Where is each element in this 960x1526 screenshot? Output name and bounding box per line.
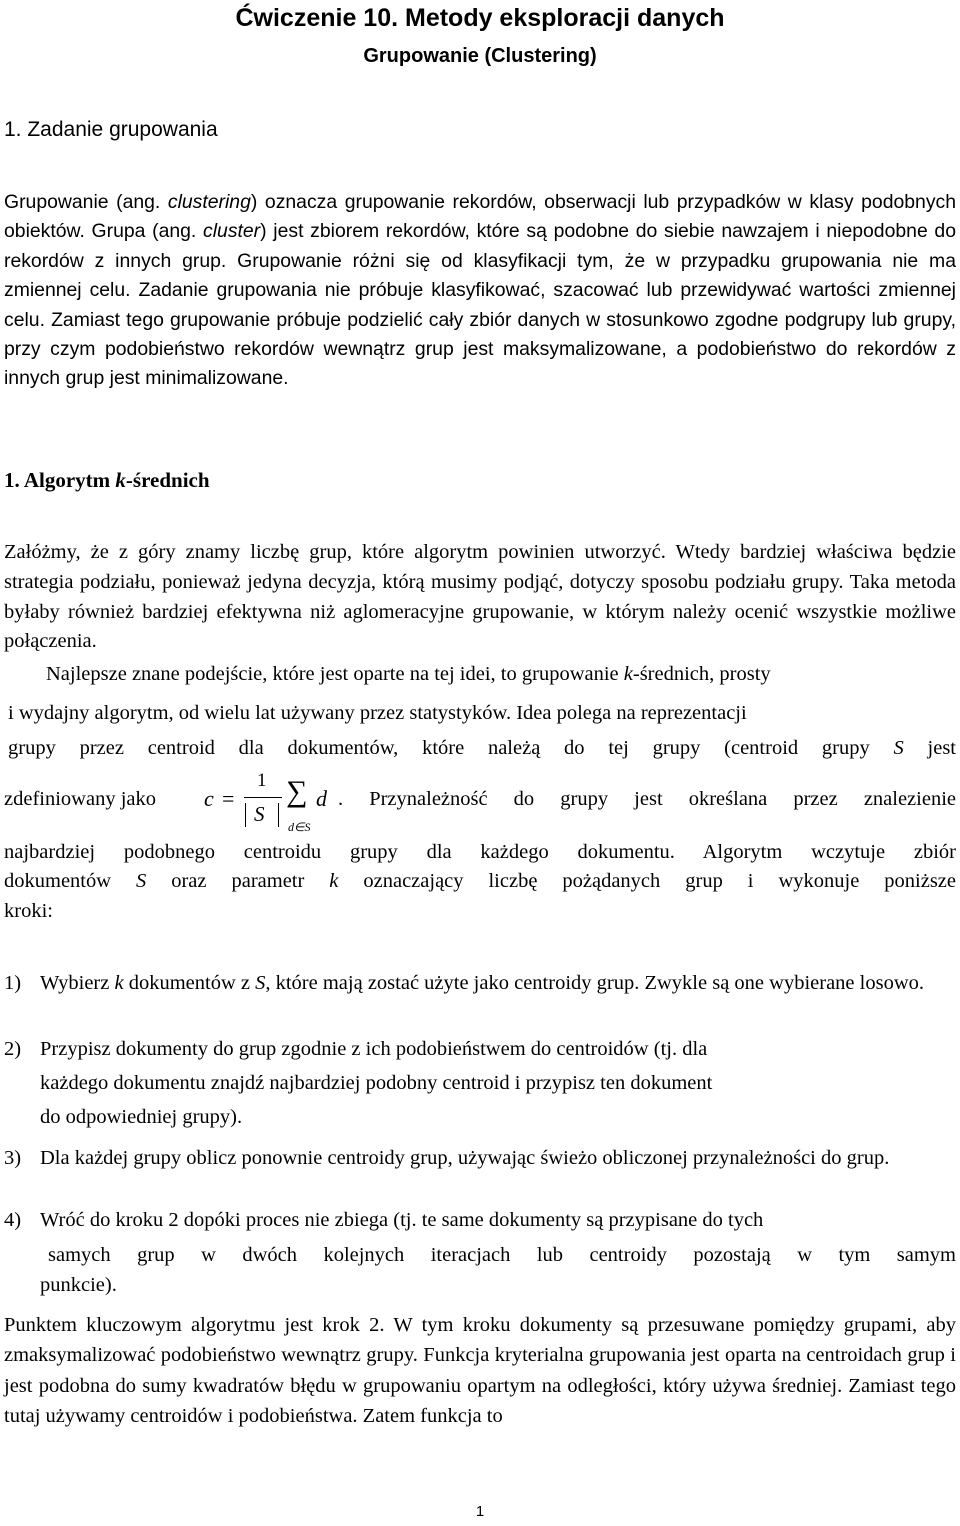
step-text: Dla każdej grupy oblicz ponownie centroidy grup, używając świeżo obliczonej przynależności do grup. <box>40 1147 890 1169</box>
step-2-line-3: do odpowiedniej grupy). <box>40 1106 243 1128</box>
sum-sigma: ∑ <box>286 775 308 808</box>
text-run: dokumentów z <box>123 972 256 994</box>
kmeans-line-4-end: . Przynależność do grupy jest określana przez znalezienie <box>338 788 956 810</box>
italic-term-clustering: clustering <box>167 191 251 213</box>
step-4-line-1: Wróć do kroku 2 dopóki proces nie zbiega (tj. te same dokumenty są przypisane do tych <box>40 1209 764 1231</box>
abs-bar-left <box>245 803 246 827</box>
text-run: grupy przez centroid dla dokumentów, które należą do tej grupy (centroid grupy <box>8 737 894 759</box>
text-run: , które mają zostać użyte jako centroidy grup. Zwykle są one wybierane losowo. <box>265 972 924 994</box>
text-run: ) oznacza grupowanie rekordów, obserwacji lub przypadków w klasy podobnych obiektów. Grupa (ang. <box>4 191 956 243</box>
step-1 <box>4 968 956 998</box>
kmeans-line-7: kroki: <box>4 900 53 922</box>
italic-S: S <box>255 972 266 994</box>
kmeans-line-2: i wydajny algorytm, od wielu lat używany przez statystyków. Idea polega na reprezentacji <box>8 702 747 724</box>
document-title: Ćwiczenie 10. Metody eksploracji danych <box>235 4 725 32</box>
kmeans-line-1 <box>46 663 954 686</box>
text-run: ) jest zbiorem rekordów, które są podobne do siebie nawzajem i niepodobne do rekordów z innych grup. Grupowanie różni się od klasyfikacji tym, że w przypadku grupowania nie ma zmiennej celu. Zadanie grupowania nie próbuje klasyfikować, szacować lub przewidywać wartości zmiennej celu. Zamiast tego grupowanie próbuje podzielić cały zbiór danych w stosunkowo zgodne podgrupy lub grupy, przy czym podobieństwo rekordów wewnątrz grup jest maksymalizowane, a podobieństwo do rekordów z innych grup jest minimalizowane. <box>4 220 956 390</box>
heading-k: k <box>115 468 126 492</box>
step-4-line-2: samych grup w dwóch kolejnych iteracjach lub centroidy pozostają w tym samym <box>48 1244 956 1266</box>
formula-denominator: S <box>254 802 265 826</box>
heading-text: 1. Algorytm <box>4 468 116 492</box>
kmeans-line-4-start: zdefiniowany jako <box>4 788 156 810</box>
italic-k: k <box>114 972 124 994</box>
text-run: Wybierz <box>40 972 115 994</box>
italic-k: k <box>329 870 339 892</box>
text-run: Najlepsze znane podejście, które jest oparte na tej idei, to grupowanie <box>46 663 624 685</box>
sum-subscript: d∈S <box>288 820 311 834</box>
text-run: oznaczający liczbę pożądanych grup i wykonuje poniższe <box>338 870 956 892</box>
step-2-line-1: Przypisz dokumenty do grup zgodnie z ich podobieństwem do centroidów (tj. dla <box>40 1038 708 1060</box>
heading-text: -średnich <box>125 468 210 492</box>
text-run: jest <box>903 737 956 759</box>
text-run: oraz parametr <box>146 870 330 892</box>
page-number: 1 <box>475 1503 485 1520</box>
formula-c: c <box>204 786 214 811</box>
section-heading-kmeans <box>4 468 210 493</box>
paragraph-clustering-definition <box>4 188 956 394</box>
formula-d: d <box>316 786 327 811</box>
text-run: dokumentów <box>4 870 137 892</box>
italic-k: k <box>623 663 633 685</box>
step-3 <box>4 1143 956 1173</box>
italic-term-cluster: cluster <box>203 220 261 243</box>
text-run: Grupowanie (ang. <box>4 191 168 213</box>
formula-equals: = <box>222 786 235 811</box>
italic-S: S <box>893 737 904 759</box>
step-text <box>40 968 956 998</box>
text-run: -średnich, prosty <box>632 663 771 685</box>
italic-S: S <box>136 870 147 892</box>
paragraph-assumption: Załóżmy, że z góry znamy liczbę grup, które algorytm powinien utworzyć. Wtedy bardziej właściwa będzie strategia podziału, ponieważ jedyna decyzja, którą musimy podjąć, dotyczy sposobu podziału grupy. Taka metoda byłaby również bardziej efektywna niż aglomeracyjne grupowanie, w którym należy ocenić wszystkie możliwe połączenia. <box>4 541 956 653</box>
fraction-bar <box>244 797 282 798</box>
step-number: 3) <box>4 1147 22 1169</box>
paragraph-key-point: Punktem kluczowym algorytmu jest krok 2. W tym kroku dokumenty są przesuwane pomiędzy grupami, aby zmaksymalizować podobieństwo wewnątrz grupy. Funkcja kryterialna grupowania jest oparta na centroidach grup i jest podobna do sumy kwadratów błędu w grupowaniu opartym na odległości, który używa średniej. Zamiast tego tutaj używamy centroidów i podobieństwa. Zatem funkcja to <box>4 1314 956 1428</box>
step-4-number: 4) <box>4 1209 22 1231</box>
step-number: 1) <box>4 972 22 994</box>
step-4-line-3: punkcie). <box>40 1274 117 1296</box>
step-2-line-2: każdego dokumentu znajdź najbardziej podobny centroid i przypisz ten dokument <box>40 1072 713 1094</box>
kmeans-line-3 <box>8 737 956 760</box>
kmeans-line-6 <box>4 870 956 893</box>
formula-numerator: 1 <box>257 770 267 791</box>
document-subtitle: Grupowanie (Clustering) <box>363 45 597 67</box>
step-2-number: 2) <box>4 1038 22 1060</box>
section-heading-task: 1. Zadanie grupowania <box>4 118 218 141</box>
kmeans-line-5: najbardziej podobnego centroidu grupy dla każdego dokumentu. Algorytm wczytuje zbiór <box>4 841 956 863</box>
abs-bar-right <box>278 803 279 827</box>
